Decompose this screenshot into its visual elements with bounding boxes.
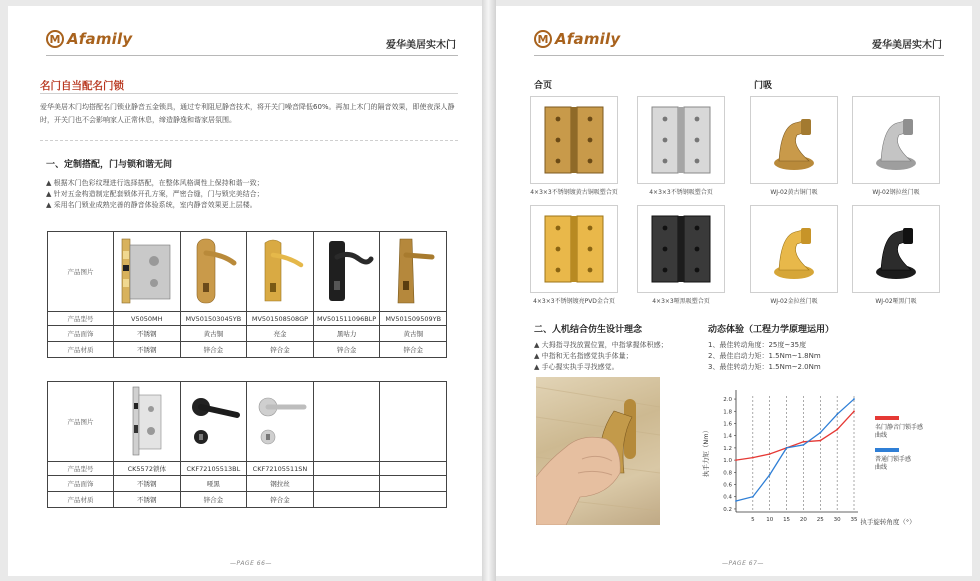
lock-body-icon bbox=[127, 385, 167, 457]
table-cell-empty bbox=[380, 492, 447, 508]
table-cell-empty bbox=[313, 382, 380, 462]
table-cell: CK5572锁体 bbox=[114, 462, 181, 476]
brand-logo bbox=[46, 30, 132, 48]
x-tick-label: 35 bbox=[850, 517, 858, 523]
table-row bbox=[48, 476, 447, 492]
table-cell: 黑咕力 bbox=[313, 326, 380, 342]
y-tick-label: 0.4 bbox=[723, 494, 732, 501]
spec-list bbox=[708, 340, 821, 373]
y-tick-label: 2.0 bbox=[723, 397, 732, 404]
bullet-item: ▲ 根据木门色彩纹理进行选择搭配，在整体风格调性上保持和谐一致； bbox=[46, 179, 264, 187]
table-cell: MV501511096BLP bbox=[313, 312, 380, 326]
table-cell: 不锈钢 bbox=[114, 476, 181, 492]
table-cell: V5050MH bbox=[114, 312, 181, 326]
table-cell: MV501508508GP bbox=[247, 312, 314, 326]
series-point-1 bbox=[836, 413, 838, 415]
lever-handle-icon bbox=[250, 385, 310, 457]
lever-handle-icon bbox=[188, 235, 238, 307]
x-tick-label: 20 bbox=[799, 517, 807, 523]
legend-label-1: 普通门锁手感曲线 bbox=[875, 456, 912, 471]
series-point-0 bbox=[853, 410, 855, 412]
spec-item: 1、最佳转动角度：25度~35度 bbox=[708, 341, 807, 349]
brand-logo bbox=[534, 30, 620, 48]
door-stop-image-matte-black bbox=[852, 205, 940, 293]
table-cell: 锌合金 bbox=[380, 342, 447, 358]
bullet-item: ▲ 针对五金构造制定配套锁体开孔方案，严密合缝，门与锁完美结合； bbox=[46, 190, 264, 198]
bullet-list-left bbox=[46, 178, 264, 211]
series-line-0 bbox=[736, 411, 854, 460]
table-cell: 不锈钢 bbox=[114, 326, 181, 342]
door-stop-image-yellow-bronze bbox=[750, 96, 838, 184]
series-point-1 bbox=[769, 474, 771, 476]
table-cell: 不锈钢 bbox=[114, 492, 181, 508]
lever-handle-icon bbox=[255, 235, 305, 307]
product-image-ckf72105513bl bbox=[180, 382, 247, 462]
table-row bbox=[48, 492, 447, 508]
left-header bbox=[46, 30, 458, 56]
lever-handle-icon bbox=[319, 235, 375, 307]
intro-paragraph: 爱华美居木门均搭配名门锁业静音五金锁具，通过专利阻尼静音技术，将开关门噪音降低60%。再加上木门的隔音效果，即使夜深人静时，开关门也不会影响家人正常休息，缔造静逸和谐家居氛围。 bbox=[40, 103, 455, 124]
x-axis-label: 执手旋转角度（°） bbox=[860, 518, 916, 526]
series-point-0 bbox=[836, 429, 838, 431]
table-row bbox=[48, 232, 447, 312]
dashed-divider bbox=[40, 140, 458, 141]
table-row bbox=[48, 312, 447, 326]
x-tick-label: 25 bbox=[816, 517, 824, 523]
heading-dynamic-experience: 动态体验（工程力学原理运用） bbox=[708, 325, 835, 335]
table-cell-empty bbox=[380, 462, 447, 476]
hinge-caption: 4×3×3不锈钢镀亮PVD金合页 bbox=[533, 298, 615, 305]
series-point-1 bbox=[735, 500, 737, 502]
row-label: 产品型号 bbox=[48, 462, 114, 476]
bullet-item: ▲ 大拇指寻找放置位置，中指掌握体积感； bbox=[534, 341, 668, 349]
brand-logo-icon: M bbox=[534, 30, 552, 48]
table-row bbox=[48, 342, 447, 358]
table-row bbox=[48, 462, 447, 476]
brand-logo-text: Afamily bbox=[67, 30, 133, 48]
door-stop-image-gold bbox=[750, 205, 838, 293]
table-cell: CKF72105513BL bbox=[180, 462, 247, 476]
brand-title: 爱华美居实木门 bbox=[386, 40, 456, 51]
legend-label-0: 名门静音门锁手感曲线 bbox=[875, 424, 924, 439]
hinge-image-matte-black bbox=[637, 205, 725, 293]
table-cell: 钢拉丝 bbox=[247, 476, 314, 492]
door-stop-icon bbox=[853, 206, 939, 292]
table-cell: 锌合金 bbox=[247, 342, 314, 358]
series-point-1 bbox=[853, 398, 855, 400]
page-number-right: —PAGE 67— bbox=[722, 560, 764, 567]
hinge-caption: 4×3×3哑黑吸塑合页 bbox=[652, 298, 710, 305]
series-point-1 bbox=[752, 496, 754, 498]
hinge-image-stainless bbox=[637, 96, 725, 184]
table-cell: 亮金 bbox=[247, 326, 314, 342]
hinge-image-pvd-gold bbox=[530, 205, 618, 293]
table-cell-empty bbox=[313, 462, 380, 476]
bullet-item: ▲ 采用名门锁业成熟完善的静音体验系统，室内静音效果更上层楼。 bbox=[46, 201, 257, 209]
hinge-caption: 4×3×3不锈钢镀黄古铜吸塑合页 bbox=[530, 189, 618, 196]
brand-logo-text: Afamily bbox=[555, 30, 621, 48]
x-tick-label: 30 bbox=[833, 517, 841, 523]
lever-handle-icon bbox=[183, 385, 243, 457]
series-point-0 bbox=[769, 453, 771, 455]
hinge-icon bbox=[531, 97, 617, 183]
hinge-section-title: 合页 bbox=[534, 81, 553, 91]
door-stop-icon bbox=[853, 97, 939, 183]
y-tick-label: 0.6 bbox=[723, 482, 732, 489]
y-tick-label: 1.0 bbox=[723, 458, 732, 465]
spec-item: 2、最佳启动力矩：1.5Nm~1.8Nm bbox=[708, 352, 821, 360]
door-stop-caption: WJ-02哑黑门吸 bbox=[875, 298, 917, 305]
hinge-icon bbox=[638, 97, 724, 183]
x-tick-label: 5 bbox=[751, 517, 755, 523]
table-cell: 锌合金 bbox=[180, 342, 247, 358]
x-tick-label: 10 bbox=[766, 517, 774, 523]
bullet-list-right bbox=[534, 340, 668, 373]
y-tick-label: 1.4 bbox=[723, 433, 732, 440]
row-label: 产品材质 bbox=[48, 342, 114, 358]
hinge-image-yellow-bronze bbox=[530, 96, 618, 184]
series-point-0 bbox=[735, 459, 737, 461]
series-point-0 bbox=[752, 457, 754, 459]
table-row bbox=[48, 326, 447, 342]
y-tick-label: 1.6 bbox=[723, 421, 732, 428]
x-tick-label: 15 bbox=[783, 517, 791, 523]
table-cell: 哑黑 bbox=[180, 476, 247, 492]
door-stop-image-brushed-steel bbox=[852, 96, 940, 184]
bullet-item: ▲ 手心握实执手寻找感觉。 bbox=[534, 363, 619, 371]
table-cell: 锌合金 bbox=[247, 492, 314, 508]
y-tick-label: 1.8 bbox=[723, 409, 732, 416]
table-cell: MV501503045YB bbox=[180, 312, 247, 326]
row-label: 产品型号 bbox=[48, 312, 114, 326]
door-stop-section-title: 门吸 bbox=[754, 81, 773, 91]
heading-ergonomic-design: 二、人机结合仿生设计理念 bbox=[534, 325, 643, 335]
table-cell: 黄古铜 bbox=[180, 326, 247, 342]
brand-logo-icon: M bbox=[46, 30, 64, 48]
series-point-0 bbox=[803, 441, 805, 443]
y-axis-label: 执手力矩（Nm） bbox=[702, 426, 710, 478]
door-stop-icon bbox=[751, 97, 837, 183]
series-point-1 bbox=[803, 444, 805, 446]
y-tick-label: 1.2 bbox=[723, 445, 732, 452]
table-cell: 锌合金 bbox=[313, 342, 380, 358]
door-stop-caption: WJ-02金拉丝门吸 bbox=[770, 298, 818, 305]
hinge-icon bbox=[531, 206, 617, 292]
table-cell: 黄古铜 bbox=[380, 326, 447, 342]
table-cell-empty bbox=[313, 476, 380, 492]
table-cell: CKF72105511SN bbox=[247, 462, 314, 476]
brand-title: 爱华美居实木门 bbox=[872, 40, 942, 51]
torque-curve-chart bbox=[700, 382, 970, 532]
product-image-mv501509509yb bbox=[380, 232, 447, 312]
door-handle-photo bbox=[536, 377, 660, 525]
y-tick-label: 0.8 bbox=[723, 470, 732, 477]
row-label: 产品面饰 bbox=[48, 326, 114, 342]
section-title: 名门自当配名门锁 bbox=[40, 80, 124, 92]
series-point-0 bbox=[819, 440, 821, 442]
product-image-ck5572 bbox=[114, 382, 181, 462]
spec-item: 3、最佳转动力矩：1.5Nm~2.0Nm bbox=[708, 363, 821, 371]
door-stop-caption: WJ-02钢拉丝门吸 bbox=[872, 189, 920, 196]
series-point-1 bbox=[819, 432, 821, 434]
hinge-icon bbox=[638, 206, 724, 292]
row-label: 产品图片 bbox=[48, 382, 114, 462]
product-image-ckf72105511sn bbox=[247, 382, 314, 462]
door-stop-caption: WJ-02黄古铜门吸 bbox=[770, 189, 818, 196]
table-cell: MV501509509YB bbox=[380, 312, 447, 326]
table-cell-empty bbox=[313, 492, 380, 508]
legend-swatch-0 bbox=[875, 416, 899, 420]
lock-product-table-2 bbox=[47, 381, 447, 508]
series-point-1 bbox=[786, 447, 788, 449]
row-label: 产品材质 bbox=[48, 492, 114, 508]
bullet-item: ▲ 中指和无名指感觉执手体量； bbox=[534, 352, 633, 360]
table-row bbox=[48, 382, 447, 462]
product-image-mv501503045yb bbox=[180, 232, 247, 312]
product-image-mv501511096blp bbox=[313, 232, 380, 312]
row-label: 产品面饰 bbox=[48, 476, 114, 492]
page-gutter bbox=[482, 0, 496, 581]
table-cell-empty bbox=[380, 382, 447, 462]
product-image-v5050mh bbox=[114, 232, 181, 312]
door-stop-icon bbox=[751, 206, 837, 292]
lever-handle-icon bbox=[388, 235, 438, 307]
lock-product-table-1 bbox=[47, 231, 447, 358]
mortise-lock-icon bbox=[118, 235, 176, 307]
section-divider bbox=[40, 93, 458, 94]
table-cell: 不锈钢 bbox=[114, 342, 181, 358]
table-cell: 锌合金 bbox=[180, 492, 247, 508]
right-header bbox=[534, 30, 944, 56]
product-image-mv501508508gp bbox=[247, 232, 314, 312]
page-number-left: —PAGE 66— bbox=[230, 560, 272, 567]
row-label: 产品图片 bbox=[48, 232, 114, 312]
table-cell-empty bbox=[380, 476, 447, 492]
y-tick-label: 0.2 bbox=[723, 506, 732, 513]
hinge-caption: 4×3×3不锈钢吸塑合页 bbox=[649, 189, 713, 196]
legend-swatch-1 bbox=[875, 448, 899, 452]
heading-custom-match: 一、定制搭配，门与锁和谐无间 bbox=[46, 160, 173, 170]
hand-on-handle-icon bbox=[536, 377, 660, 525]
